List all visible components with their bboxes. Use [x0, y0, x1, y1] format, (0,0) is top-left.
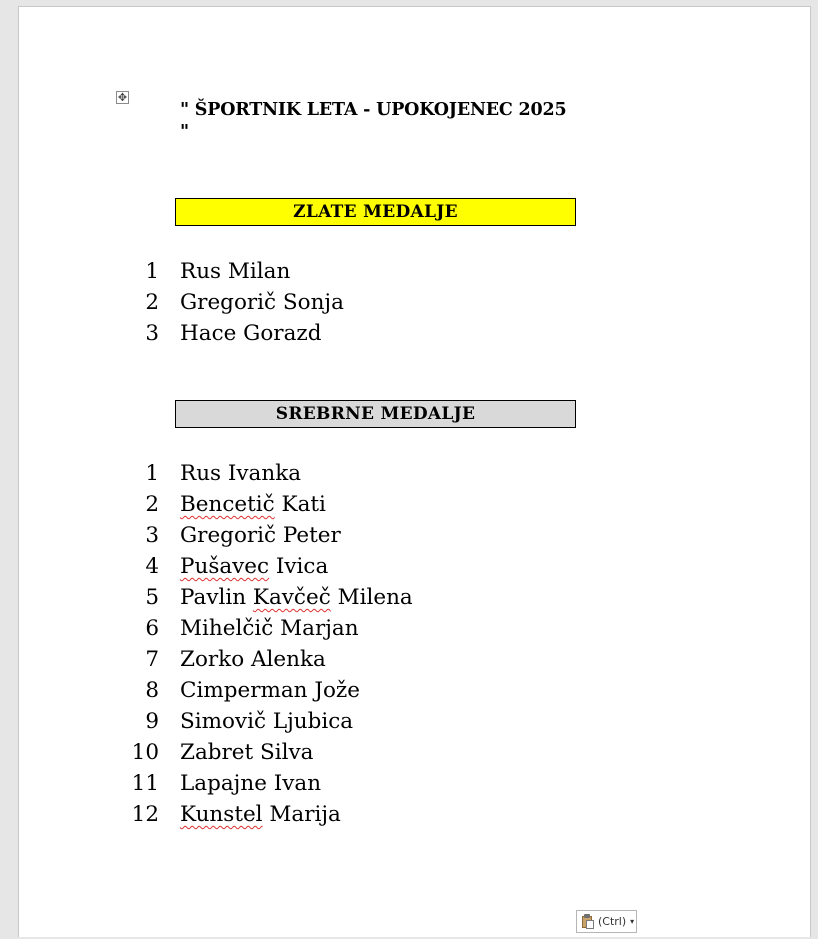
list-item-number: 4: [145, 554, 159, 579]
name-part: Silva: [253, 740, 314, 765]
name-part: Bencetič: [180, 492, 275, 517]
document-page: [18, 6, 811, 937]
name-part: Gregorič: [180, 523, 277, 548]
name-part: Kunstel: [180, 802, 263, 827]
name-part: Zabret: [180, 740, 254, 765]
name-part: Ljubica: [266, 709, 354, 734]
list-item-number: 1: [145, 259, 159, 284]
name-part: Zorko: [180, 647, 245, 672]
list-item-number: 1: [145, 461, 159, 486]
chevron-down-icon: ▾: [630, 917, 635, 926]
list-item-name: [180, 458, 301, 489]
name-part: Ivanka: [221, 461, 302, 486]
list-item-name: [180, 318, 321, 349]
name-part: Kati: [274, 492, 326, 517]
list-item-name: [180, 489, 326, 520]
name-part: Mihelčič: [180, 616, 274, 641]
list-item-name: [180, 582, 413, 613]
name-part: Milan: [221, 259, 291, 284]
list-item-name: [180, 644, 326, 675]
list-item-name: [180, 520, 341, 551]
list-item-name: [180, 799, 341, 830]
name-part: Gregorič: [180, 290, 277, 315]
list-item-number: 2: [145, 290, 159, 315]
title-line-1: " ŠPORTNIK LETA - UPOKOJENEC 2025: [180, 100, 567, 120]
name-part: Alenka: [244, 647, 326, 672]
name-part: Kavčeč: [252, 585, 331, 610]
name-part: Simovič: [180, 709, 266, 734]
paste-options-button[interactable]: [576, 910, 637, 933]
name-part: Gorazd: [236, 321, 322, 346]
list-item-number: 11: [131, 771, 159, 796]
list-item-name: [180, 256, 290, 287]
name-part: Pušavec: [180, 554, 270, 579]
list-item-number: 9: [145, 709, 159, 734]
name-part: Peter: [276, 523, 341, 548]
name-part: Ivica: [269, 554, 329, 579]
paste-options-label: (Ctrl): [598, 915, 627, 928]
gold-medals-header: ZLATE MEDALJE: [175, 198, 576, 226]
name-part: Lapajne: [180, 771, 267, 796]
name-part: Milena: [330, 585, 413, 610]
list-item-name: [180, 706, 353, 737]
name-part: Marija: [262, 802, 341, 827]
list-item-number: 2: [145, 492, 159, 517]
clipboard-paste-icon: [581, 914, 595, 929]
name-part: Hace: [180, 321, 237, 346]
name-part: Jože: [307, 678, 360, 703]
table-move-handle[interactable]: [116, 91, 129, 104]
name-part: Rus: [180, 259, 222, 284]
name-part: Marjan: [273, 616, 359, 641]
list-item-name: [180, 613, 359, 644]
list-item-name: [180, 768, 321, 799]
name-part: Sonja: [276, 290, 344, 315]
list-item-number: 8: [145, 678, 159, 703]
list-item-number: 7: [145, 647, 159, 672]
list-item-number: 3: [145, 523, 159, 548]
name-part: Ivan: [266, 771, 322, 796]
title-line-2: ": [180, 122, 189, 142]
list-item-name: [180, 737, 313, 768]
list-item-number: 5: [145, 585, 159, 610]
list-item-number: 12: [131, 802, 159, 827]
list-item-name: [180, 287, 344, 318]
list-item-number: 3: [145, 321, 159, 346]
list-item-name: [180, 675, 360, 706]
list-item-number: 10: [131, 740, 159, 765]
name-part: Cimperman: [180, 678, 308, 703]
list-item-name: [180, 551, 328, 582]
name-part: Rus: [180, 461, 222, 486]
silver-medals-header: SREBRNE MEDALJE: [175, 400, 576, 428]
document-title: [180, 99, 566, 143]
name-part: Pavlin: [180, 585, 253, 610]
move-arrows-icon: ✥: [117, 91, 128, 104]
list-item-number: 6: [145, 616, 159, 641]
